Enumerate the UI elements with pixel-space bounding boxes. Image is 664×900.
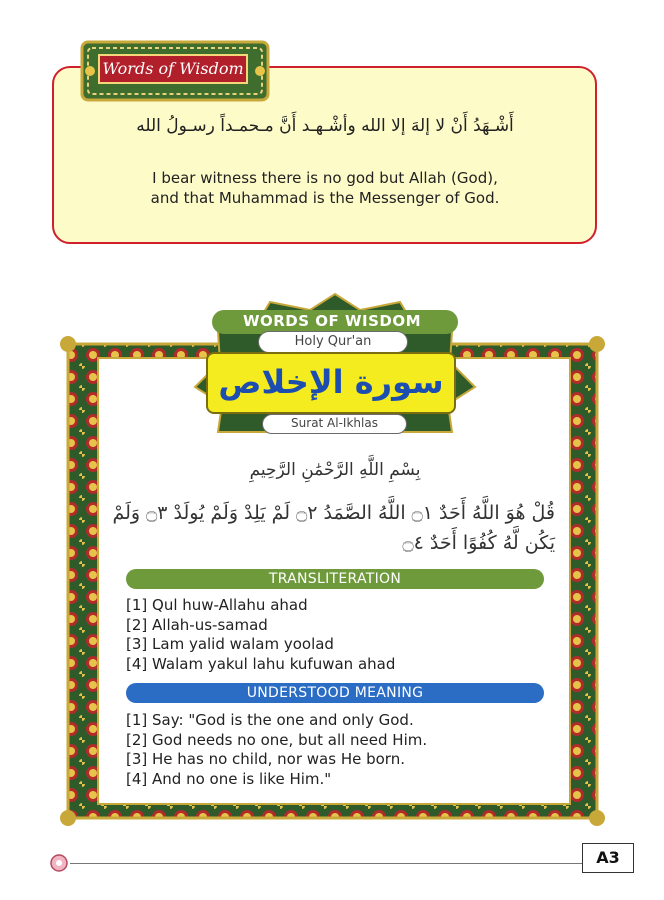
meaning-line-1: [1] Say: "God is the one and only God. <box>126 711 414 729</box>
words-of-wisdom-header: WORDS OF WISDOM <box>242 312 422 330</box>
surah-title-arabic: سورة الإخلاص <box>218 363 444 401</box>
meaning-line-2: [2] God needs no one, but all need Him. <box>126 731 428 749</box>
transliteration-line-1: [1] Qul huw-Allahu ahad <box>126 596 308 614</box>
surah-name-label: Surat Al-Ikhlas <box>262 414 407 434</box>
basmala: بِسْمِ اللَّهِ الرَّحْمَٰنِ الرَّحِيمِ <box>249 460 421 480</box>
shahada-english-line1: I bear witness there is no god but Allah (God), <box>152 169 498 187</box>
transliteration-line-2: [2] Allah-us-samad <box>126 616 268 634</box>
ayah-line-2: يَكُن لَّهُ كُفُوًا أَحَدٌ ۝٤ <box>402 532 555 554</box>
holy-quran-label: Holy Qur'an <box>258 331 408 353</box>
transliteration-line-3: [3] Lam yalid walam yoolad <box>126 635 334 653</box>
ayah-line-1: قُلْ هُوَ اللَّهُ أَحَدٌ ۝١ اللَّهُ الصَّمَدُ ۝٢ لَمْ يَلِدْ وَلَمْ يُولَدْ ۝٣ وَلَمْ <box>112 502 555 524</box>
transliteration-line-4: [4] Walam yakul lahu kufuwan ahad <box>126 655 396 673</box>
page-number: A3 <box>582 843 634 873</box>
footer-ornament-icon <box>50 854 68 872</box>
meaning-heading: UNDERSTOOD MEANING <box>126 683 544 703</box>
badge-label: Words of Wisdom <box>98 54 248 84</box>
meaning-line-4: [4] And no one is like Him." <box>126 770 332 788</box>
meaning-line-3: [3] He has no child, nor was He born. <box>126 750 405 768</box>
shahada-english <box>60 168 590 208</box>
transliteration-heading: TRANSLITERATION <box>126 569 544 589</box>
footer-rule <box>70 863 582 864</box>
shahada-arabic: أَشْـهَدُ أَنْ لا إلهَ إلا الله وأشْـهـد أَنَّ مـحمـداً رسـولُ الله <box>136 116 514 136</box>
shahada-english-line2: and that Muhammad is the Messenger of God. <box>150 189 500 207</box>
